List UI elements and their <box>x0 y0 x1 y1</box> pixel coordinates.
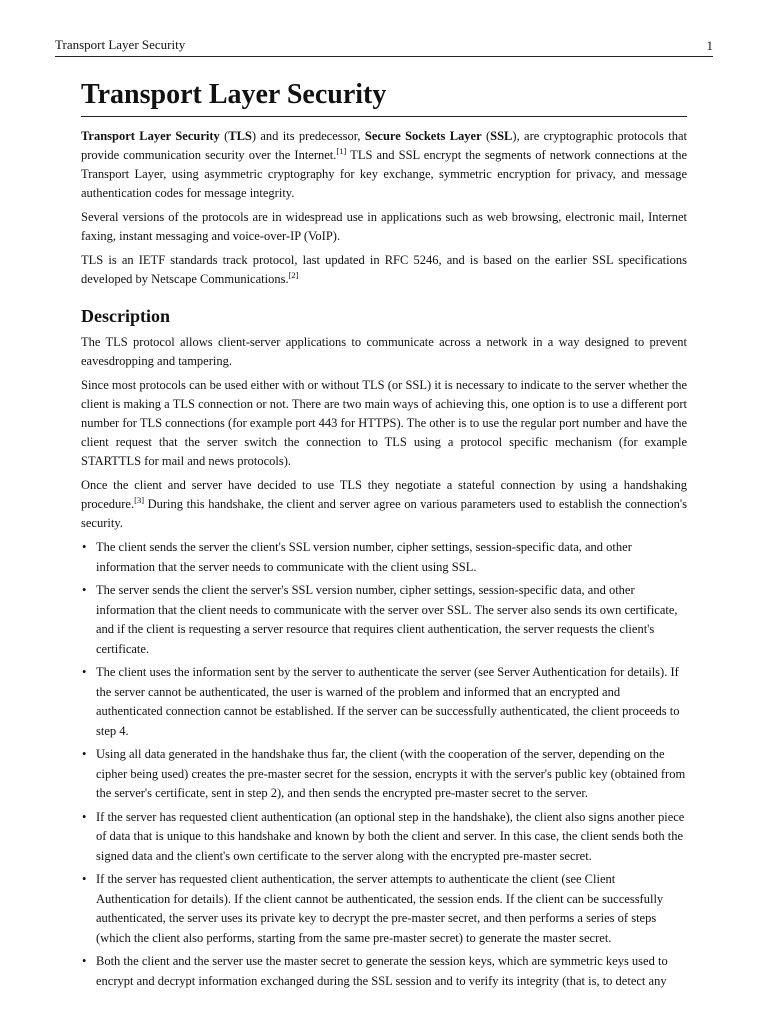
running-header-title: Transport Layer Security <box>55 37 186 52</box>
bullet-icon: • <box>82 665 87 679</box>
reference-link-1[interactable]: [1] <box>336 146 347 156</box>
list-item: • The client uses the information sent by the server to authenticate the server (see Server Authentication for details). If the server cannot be authenticated, the user is warned of the problem and informed that an encrypted and authenticated connection cannot be established. If the server can be successfully authenticated, the client proceeds to step 4. <box>82 665 680 738</box>
term-ssl: Secure Sockets Layer <box>364 129 482 143</box>
list-item: • Using all data generated in the handshake thus far, the client (with the cooperation of the server, depending on the cipher being used) creates the pre-master secret for the session, encrypts it with the server's public key (obtained from the server's certificate, sent in step 2), and then sends the encrypted pre-master secret to the server. <box>82 747 686 800</box>
term-tls: Transport Layer Security <box>81 129 220 143</box>
article-title: Transport Layer Security <box>81 78 687 117</box>
bullet-icon: • <box>82 747 87 761</box>
section-heading-description: Description <box>81 306 170 326</box>
intro-paragraph-3: TLS is an IETF standards track protocol, last updated in RFC 5246, and is based on the earlier SSL specifications developed by Netscape Communications.[2] <box>81 253 687 286</box>
description-paragraph-1: The TLS protocol allows client-server applications to communicate across a network in a way designed to prevent eavesdropping and tampering. <box>81 335 687 368</box>
intro-paragraph-2: Several versions of the protocols are in widespread use in applications such as web browsing, electronic mail, Internet faxing, instant messaging and voice-over-IP (VoIP). <box>81 210 687 243</box>
list-item: • The client sends the server the client's SSL version number, cipher settings, session-specific data, and other information that the server needs to communicate with the client using SSL. <box>82 540 632 574</box>
article-body <box>81 78 687 995</box>
description-paragraph-3: Once the client and server have decided to use TLS they negotiate a stateful connection by using a handshaking procedure.[3] During this handshake, the client and server agree on various parameters used to establish the connection's security. <box>81 478 687 530</box>
intro-paragraph-1: Transport Layer Security (TLS) and its predecessor, Secure Sockets Layer (SSL), are cryptographic protocols that provide communication security over the Internet.[1] TLS and SSL encrypt the segments of network connections at the Transport Layer, using asymmetric cryptography for key exchange, symmetric encryption for privacy, and message authentication codes for message integrity. <box>81 129 687 200</box>
bullet-icon: • <box>82 809 87 824</box>
list-item: • If the server has requested client authentication, the server attempts to authenticate the client (see Client Authentication for details). If the client cannot be authenticated, the session ends. If the client can be successfully authenticated, the server uses its private key to decrypt the pre-master secret, and then performs a series of steps (which the client also performs, starting from the same pre-master secret) to generate the master secret. <box>82 872 664 945</box>
reference-link-3[interactable]: [3] <box>134 495 145 505</box>
list-item: • If the server has requested client authentication (an optional step in the handshake), the client also signs another piece of data that is unique to this handshake and known by both the client and server. In this case, the client sends both the signed data and the client's own certificate to the server along with the encrypted pre-master secret. <box>82 809 685 863</box>
bullet-icon: • <box>82 954 87 968</box>
reference-link-2[interactable]: [2] <box>288 270 299 280</box>
bullet-icon: • <box>82 583 87 597</box>
handshake-steps-list <box>81 538 687 991</box>
abbr-ssl: SSL <box>490 129 513 143</box>
abbr-tls: TLS <box>228 129 252 143</box>
list-item: • Both the client and the server use the master secret to generate the session keys, which are symmetric keys used to encrypt and decrypt information exchanged during the SSL session and to verify its integrity (that is, to detect any <box>82 954 668 988</box>
bullet-icon: • <box>82 872 87 886</box>
bullet-icon: • <box>82 540 87 554</box>
running-header <box>55 38 713 57</box>
description-paragraph-2: Since most protocols can be used either with or without TLS (or SSL) it is necessary to indicate to the server whether the client is making a TLS connection or not. There are two main ways of achieving this, one option is to use a different port number for TLS connections (for example port 443 for HTTPS). The other is to use the regular port number and have the client request that the server switch the connection to TLS using a protocol specific mechanism (for example STARTTLS for mail and news protocols). <box>81 378 687 468</box>
page-number: 1 <box>706 38 713 53</box>
list-item: • The server sends the client the server's SSL version number, cipher settings, session-specific data, and other information that the client needs to communicate with the server over SSL. The server also sends its own certificate, and if the client is requesting a server resource that requires client authentication, the server requests the client's certificate. <box>82 583 678 656</box>
